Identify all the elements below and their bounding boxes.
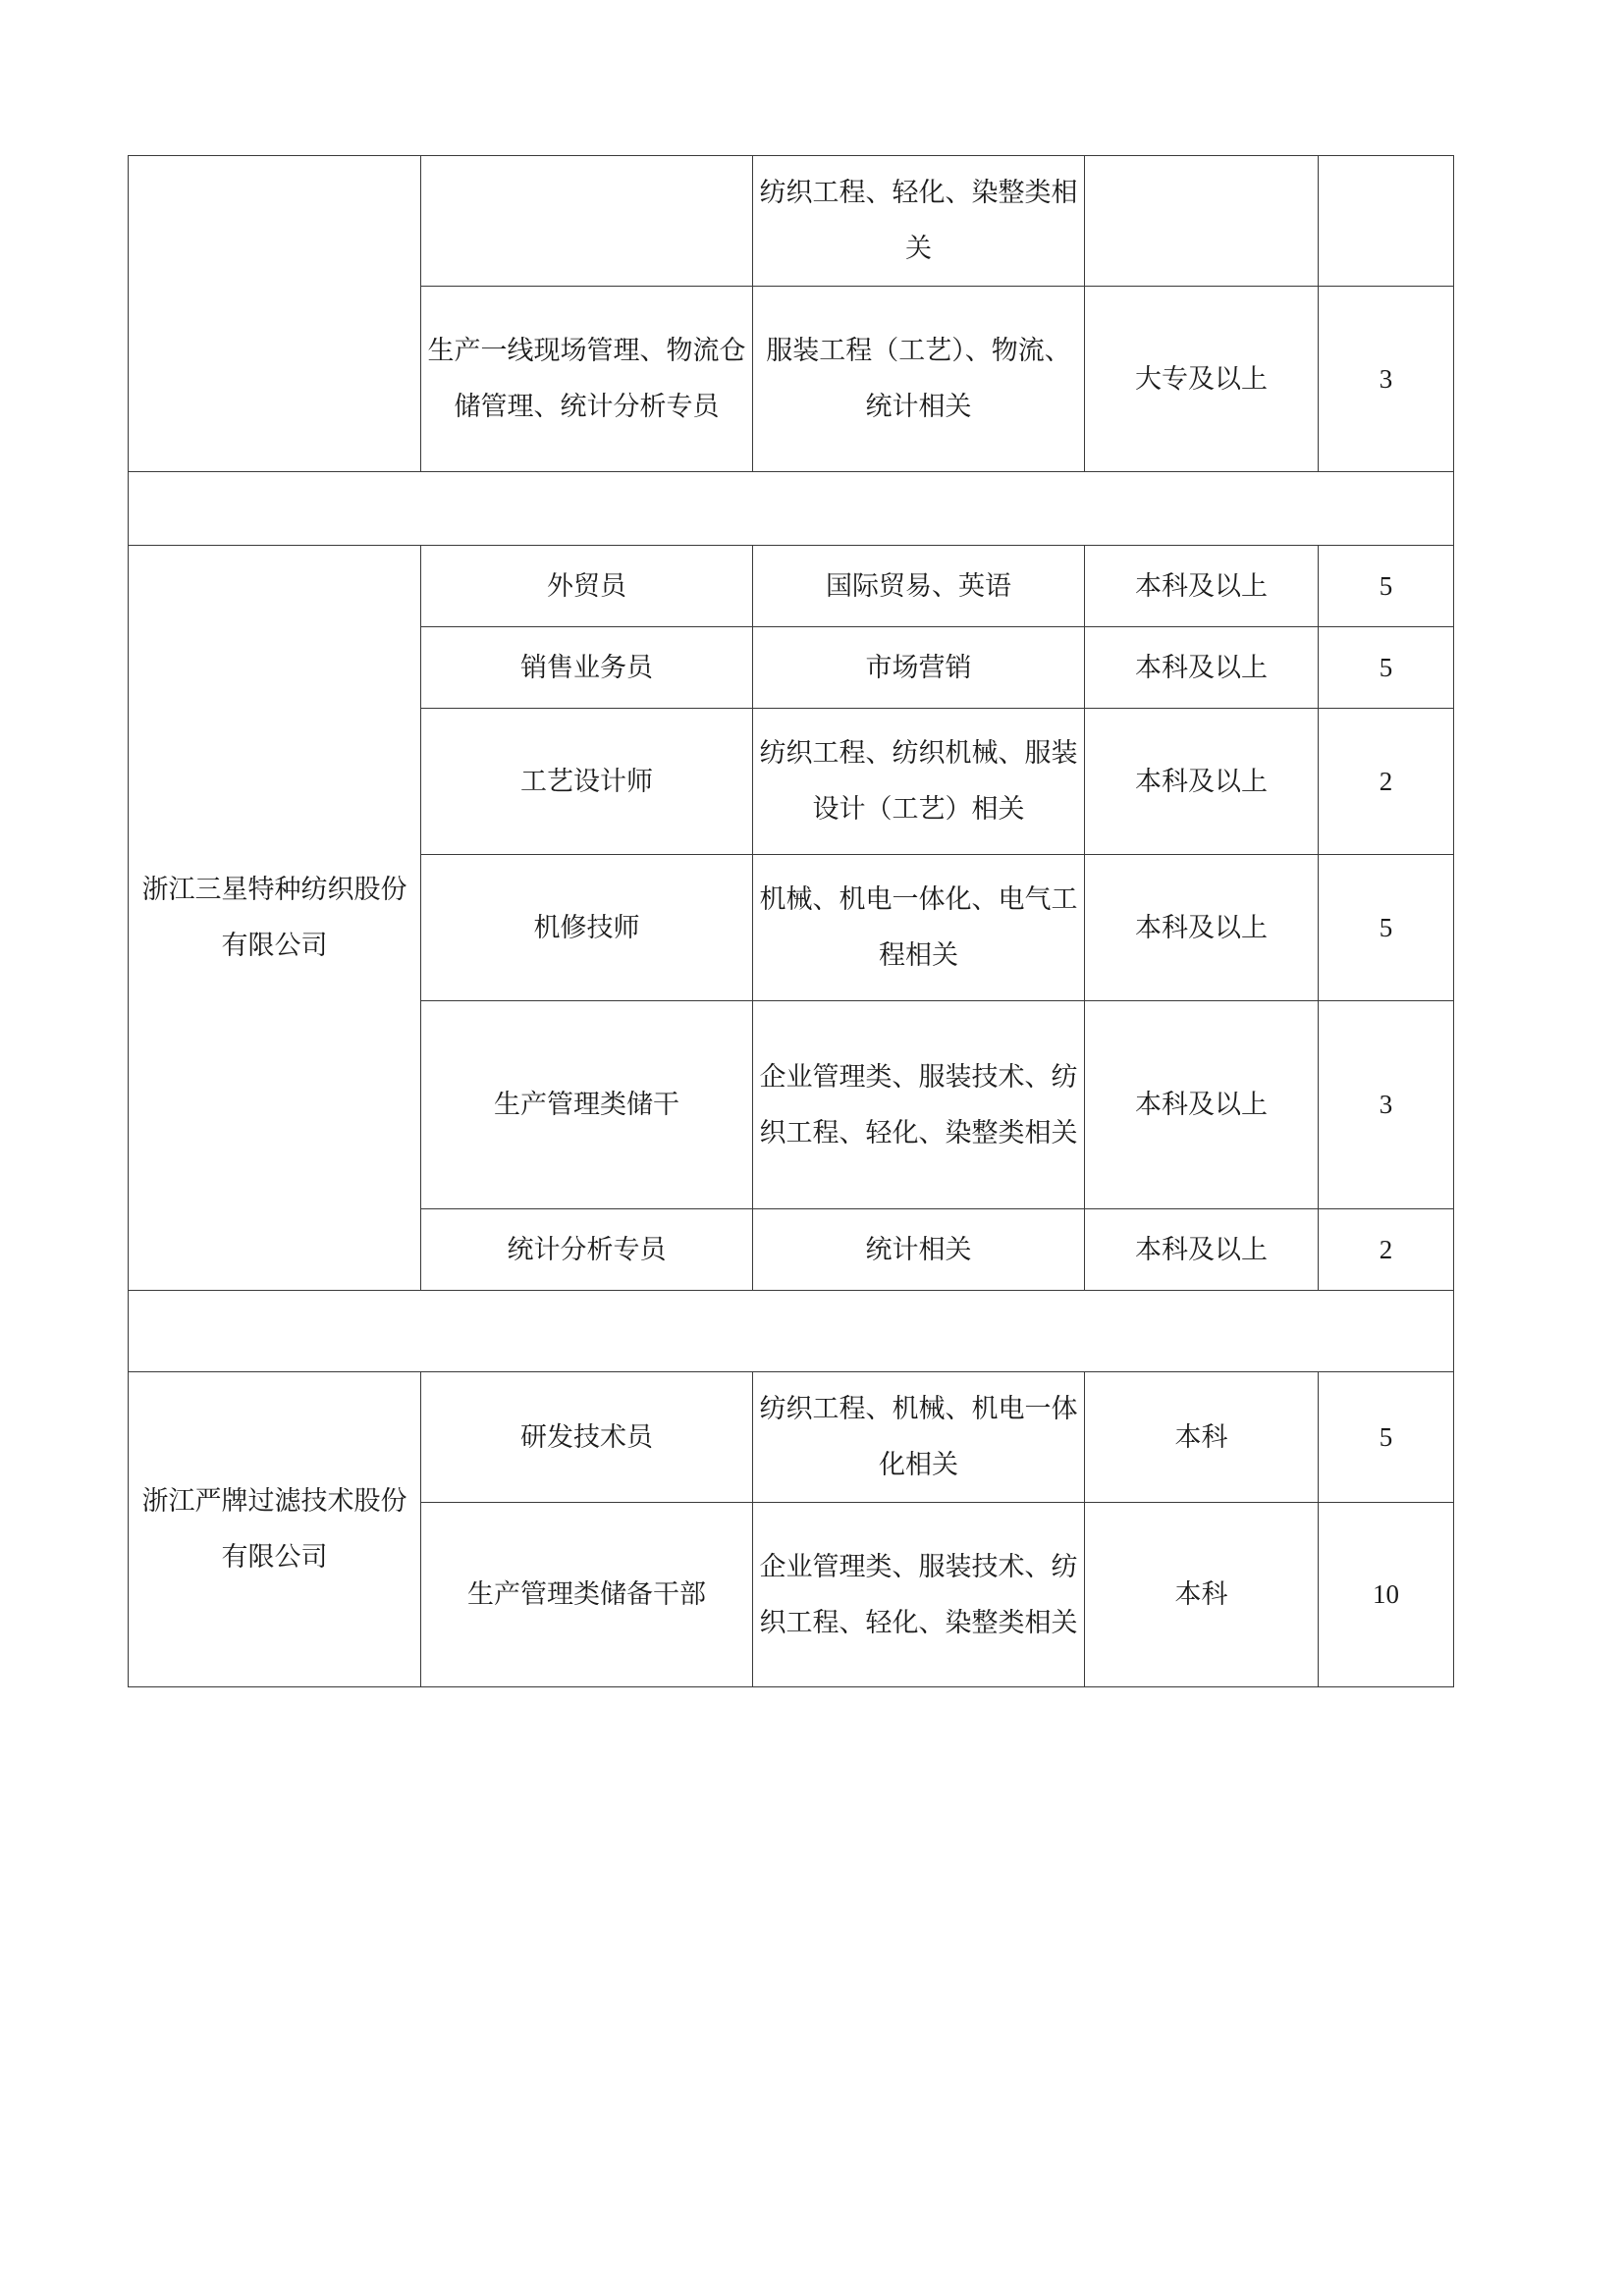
company-cell: 浙江严牌过滤技术股份有限公司 [129,1372,421,1687]
position-cell: 销售业务员 [421,627,753,709]
count-cell: 2 [1319,1209,1454,1291]
position-cell: 工艺设计师 [421,709,753,855]
major-cell: 市场营销 [753,627,1085,709]
count-cell: 5 [1319,1372,1454,1503]
count-cell: 10 [1319,1503,1454,1687]
major-cell: 纺织工程、机械、机电一体化相关 [753,1372,1085,1503]
major-cell: 国际贸易、英语 [753,546,1085,627]
education-cell: 本科及以上 [1085,1001,1319,1209]
education-cell: 本科及以上 [1085,627,1319,709]
recruitment-table [128,155,1454,1687]
separator-cell [129,1291,1454,1372]
position-cell: 机修技师 [421,855,753,1001]
major-cell: 纺织工程、纺织机械、服装设计（工艺）相关 [753,709,1085,855]
position-cell: 生产管理类储备干部 [421,1503,753,1687]
count-cell: 5 [1319,855,1454,1001]
table-row [129,156,1454,287]
count-cell: 3 [1319,287,1454,472]
separator-cell [129,472,1454,546]
count-cell: 3 [1319,1001,1454,1209]
separator-row [129,472,1454,546]
position-cell [421,156,753,287]
position-cell: 生产一线现场管理、物流仓储管理、统计分析专员 [421,287,753,472]
education-cell [1085,156,1319,287]
major-cell: 统计相关 [753,1209,1085,1291]
major-cell: 纺织工程、轻化、染整类相关 [753,156,1085,287]
education-cell: 本科及以上 [1085,1209,1319,1291]
count-cell: 5 [1319,627,1454,709]
table-row [129,1372,1454,1503]
major-cell: 机械、机电一体化、电气工程相关 [753,855,1085,1001]
major-cell: 服装工程（工艺）、物流、统计相关 [753,287,1085,472]
position-cell: 统计分析专员 [421,1209,753,1291]
count-cell [1319,156,1454,287]
education-cell: 大专及以上 [1085,287,1319,472]
company-cell [129,156,421,472]
position-cell: 研发技术员 [421,1372,753,1503]
education-cell: 本科 [1085,1372,1319,1503]
count-cell: 5 [1319,546,1454,627]
company-cell: 浙江三星特种纺织股份有限公司 [129,546,421,1291]
major-cell: 企业管理类、服装技术、纺织工程、轻化、染整类相关 [753,1001,1085,1209]
position-cell: 外贸员 [421,546,753,627]
count-cell: 2 [1319,709,1454,855]
education-cell: 本科及以上 [1085,855,1319,1001]
separator-row [129,1291,1454,1372]
education-cell: 本科 [1085,1503,1319,1687]
education-cell: 本科及以上 [1085,709,1319,855]
major-cell: 企业管理类、服装技术、纺织工程、轻化、染整类相关 [753,1503,1085,1687]
table-row [129,546,1454,627]
education-cell: 本科及以上 [1085,546,1319,627]
position-cell: 生产管理类储干 [421,1001,753,1209]
